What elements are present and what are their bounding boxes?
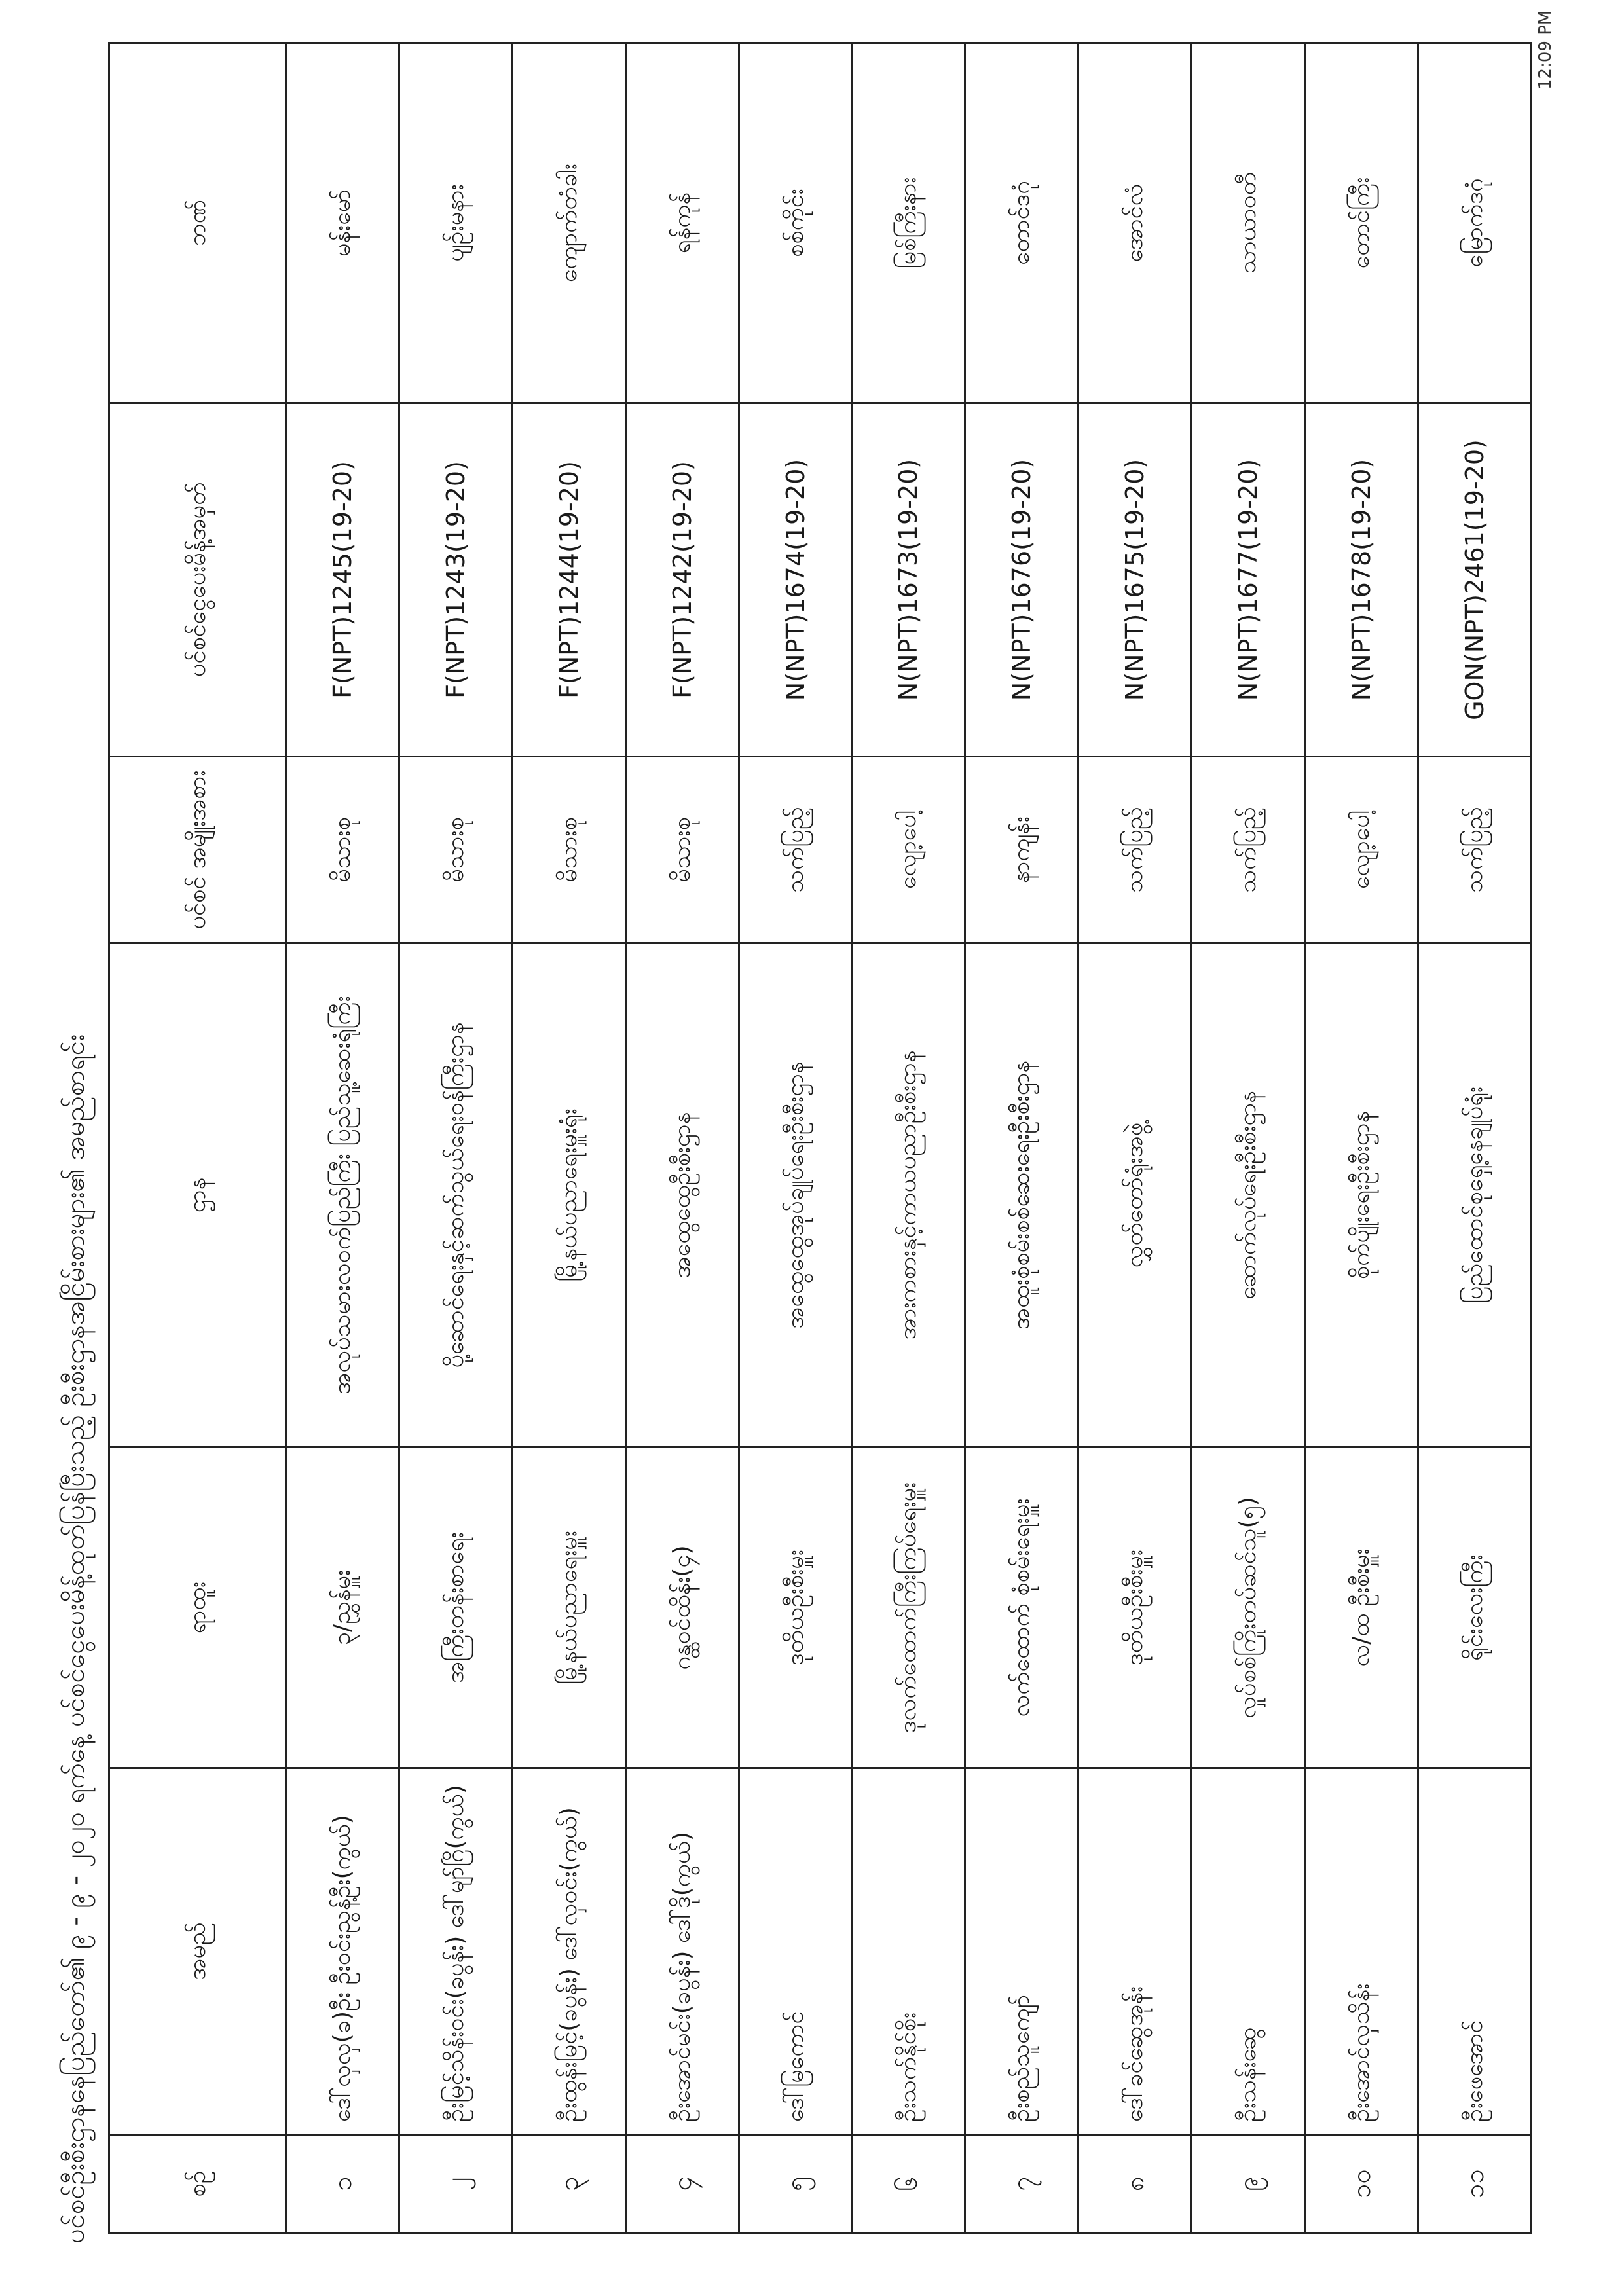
cell-department: ပြည်ထောင်စုရှေ့နေချုပ်ရုံး <box>1418 943 1532 1448</box>
table-row <box>965 43 1079 2233</box>
cell-order-no: N(NPT)1676(19-20) <box>965 403 1079 757</box>
table-row <box>1192 43 1305 2233</box>
header-order-no: ပင်စင်ငွေပေးမိန့်အမှတ် <box>109 403 286 757</box>
cell-rank: ဂန္ထဝင်ထိန်း(၄) <box>625 1448 739 1768</box>
cell-name: ဒေါ်မြကောင် <box>739 1768 852 2135</box>
header-rank: ရာထူး <box>109 1448 286 1768</box>
cell-order-no: F(NPT)1243(19-20) <box>399 403 512 757</box>
table-row <box>286 43 399 2233</box>
cell-rank: ရိုင်းလေးကြီး <box>1418 1448 1532 1768</box>
cell-name: ဦးစည်သူကျော် <box>965 1768 1079 2135</box>
cell-department: လွှတ်တော်ရုံးအဖွဲ့ <box>1079 943 1192 1448</box>
cell-name: ဒေါ်လှလှ(ခ)ဦး ဦးဝင်းညွန့်ဦး(ကွယ်) <box>286 1768 399 2135</box>
cell-rank: ဒုတိယဦးစီးမှူး <box>739 1448 852 1768</box>
cell-department: ဆောက်လုပ်ရေးဦးစီးဌာန <box>1192 943 1305 1448</box>
cell-rank: လှုပ်စစ်ကြိုးတပ်ဆင်သူ(၅) <box>1192 1448 1305 1768</box>
cell-bank: ရန်ကုန် <box>625 43 739 403</box>
table-row <box>852 43 965 2233</box>
cell-bank: တောင်ဒဂုံ <box>965 43 1079 403</box>
cell-rank: လ/ထ ဦးစီးမှူး <box>1305 1448 1418 1768</box>
cell-name: ဦးအောင်လှသိန်း <box>1305 1768 1418 2135</box>
cell-department: ပို့ဆောင်ရေးနှင့်ဆက်သွယ်ရေးဝန်ကြီးဌာန <box>399 943 512 1448</box>
cell-order-no: N(NPT)1678(19-20) <box>1305 403 1418 757</box>
cell-bank: မန်းမော် <box>286 43 399 403</box>
cell-name: ဦးမြင့်သိန်းဝင်း(ခပွန်း) ဒေါ်မျာ်ဂြိ(ကွယ်) <box>399 1768 512 2135</box>
cell-no: ၅ <box>739 2135 852 2233</box>
header-name: အမည် <box>109 1768 286 2135</box>
cell-department: အလုပ်သမားလဝက်ပြည်ကြီး ပြည်သူ့ဆေးရုံကြီး <box>286 943 399 1448</box>
cell-no: ၃ <box>512 2135 625 2233</box>
table-row <box>399 43 512 2233</box>
table-row <box>739 43 852 2233</box>
cell-bank: မြောက်ဒဂုံ <box>1418 43 1532 403</box>
cell-no: ၂ <box>399 2135 512 2233</box>
cell-pension-type: နာကျန်း <box>965 757 1079 943</box>
cell-order-no: N(NPT)1675(19-20) <box>1079 403 1192 757</box>
cell-department: အထွေထွေအုပ်ချုပ်ရေးဦးစီးဌာန <box>739 943 852 1448</box>
cell-name: ဦးအောင်မင်း(ခပွန်း) ဒေါ်ဒို(ကွယ်) <box>625 1768 739 2135</box>
cell-department: စိုက်ပျိုးရေးဦးစီးဌာန <box>1305 943 1418 1448</box>
cell-name: ဦးဖေအောင် <box>1418 1768 1532 2135</box>
cell-no: ၁၀ <box>1305 2135 1418 2233</box>
cell-no: ၁ <box>286 2135 399 2233</box>
cell-no: ၆ <box>852 2135 965 2233</box>
cell-bank: မြစ်ကြီးနား <box>852 43 965 403</box>
cell-pension-type: သက်ပြည့် <box>739 757 852 943</box>
table-row <box>625 43 739 2233</box>
header-bank: ဘဏ် <box>109 43 286 403</box>
cell-pension-type: သက်ပြည့် <box>1418 757 1532 943</box>
cell-bank: ကျောက်တံခါး <box>512 43 625 403</box>
cell-pension-type: လျော့ပေါ့ <box>1305 757 1418 943</box>
cell-order-no: GON(NPT)2461(19-20) <box>1418 403 1532 757</box>
cell-no: ၄ <box>625 2135 739 2233</box>
cell-rank: ဒုတိယဦးစီးမှူး <box>1079 1448 1192 1768</box>
cell-rank: ဒုလက်ထောက်ကြီးကြပ်ရေးမှူး <box>852 1448 965 1768</box>
cell-rank: လက်ထောက် စုံစမ်းရေးမှူး <box>965 1448 1079 1768</box>
cell-bank: သာယာဝတီ <box>1192 43 1305 403</box>
header-pension-type: ပင်စင် အမျိုးအစား <box>109 757 286 943</box>
cell-pension-type: မိသားစု <box>399 757 512 943</box>
cell-no: ၉ <box>1192 2135 1305 2233</box>
cell-name: ဦးထွန်းမြင့်(ခပွန်း) ဒေါ်လှဝင်း(ကွယ်) <box>512 1768 625 2135</box>
cell-department: အားကစားနှင့်ကာယပညာဦးစီးဌာန <box>852 943 965 1448</box>
table-row <box>1079 43 1192 2233</box>
cell-order-no: F(NPT)1242(19-20) <box>625 403 739 757</box>
table-header-row <box>109 43 286 2233</box>
cell-department: မြို့နယ်ပညာရေးမှူးရုံး <box>512 943 625 1448</box>
cell-pension-type: မိသားစု <box>286 757 399 943</box>
cell-pension-type: သက်ပြည့် <box>1079 757 1192 943</box>
cell-rank: မြို့နယ်ပညာရေးမှူး <box>512 1448 625 1768</box>
cell-bank: အောင်လံ <box>1079 43 1192 403</box>
cell-pension-type: မိသားစု <box>625 757 739 943</box>
cell-pension-type: မိသားစု <box>512 757 625 943</box>
cell-rank: ၃/ညွှန်မှူး <box>286 1448 399 1768</box>
cell-bank: တောင်ကြီး <box>1305 43 1418 403</box>
cell-name: ဦးသန်းဆွေ <box>1192 1768 1305 2135</box>
cell-department: အထူးစုံစမ်းစစ်ဆေးရေးဦးစီးဌာန <box>965 943 1079 1448</box>
print-timestamp: 12:09 PM <box>1536 10 1555 90</box>
cell-pension-type: သက်ပြည့် <box>1192 757 1305 943</box>
cell-department: အထွေထွေဦးစီးဌာန <box>625 943 739 1448</box>
cell-order-no: F(NPT)1245(19-20) <box>286 403 399 757</box>
table-row <box>1305 43 1418 2233</box>
cell-order-no: N(NPT)1674(19-20) <box>739 403 852 757</box>
table-row <box>1418 43 1532 2233</box>
cell-order-no: N(NPT)1673(19-20) <box>852 403 965 757</box>
cell-no: ၇ <box>965 2135 1079 2233</box>
document-title: ပင်စင်ဦးစီးဌာနနေပြည်တော်၏ ၉ - ၉ - ၂၀၂၀ ရက်နေ့ ပင်စင်ငွေပေးမိန့်ထုတ်ပြန်ပြီးသည့် ဦးစီးဌာနအငြိမ်းစားများ၏ အမည်စာရင်း <box>60 1034 90 2244</box>
cell-bank: စစ်ကိုင်း <box>739 43 852 403</box>
cell-rank: အကြီးတန်းစာရေး <box>399 1448 512 1768</box>
cell-bank: ပျဉ်းမနား <box>399 43 512 403</box>
cell-name: ဦးသက်နိုင်စိုး <box>852 1768 965 2135</box>
cell-name: ဒေါ်ခင်ဆွေအုန်း <box>1079 1768 1192 2135</box>
pensioners-table <box>108 42 1532 2234</box>
cell-no: ၈ <box>1079 2135 1192 2233</box>
header-no: စဉ် <box>109 2135 286 2233</box>
table-row <box>512 43 625 2233</box>
cell-pension-type: လျော့ပေါ့ <box>852 757 965 943</box>
cell-order-no: F(NPT)1244(19-20) <box>512 403 625 757</box>
header-department: ဌာန <box>109 943 286 1448</box>
cell-no: ၁၁ <box>1418 2135 1532 2233</box>
cell-order-no: N(NPT)1677(19-20) <box>1192 403 1305 757</box>
